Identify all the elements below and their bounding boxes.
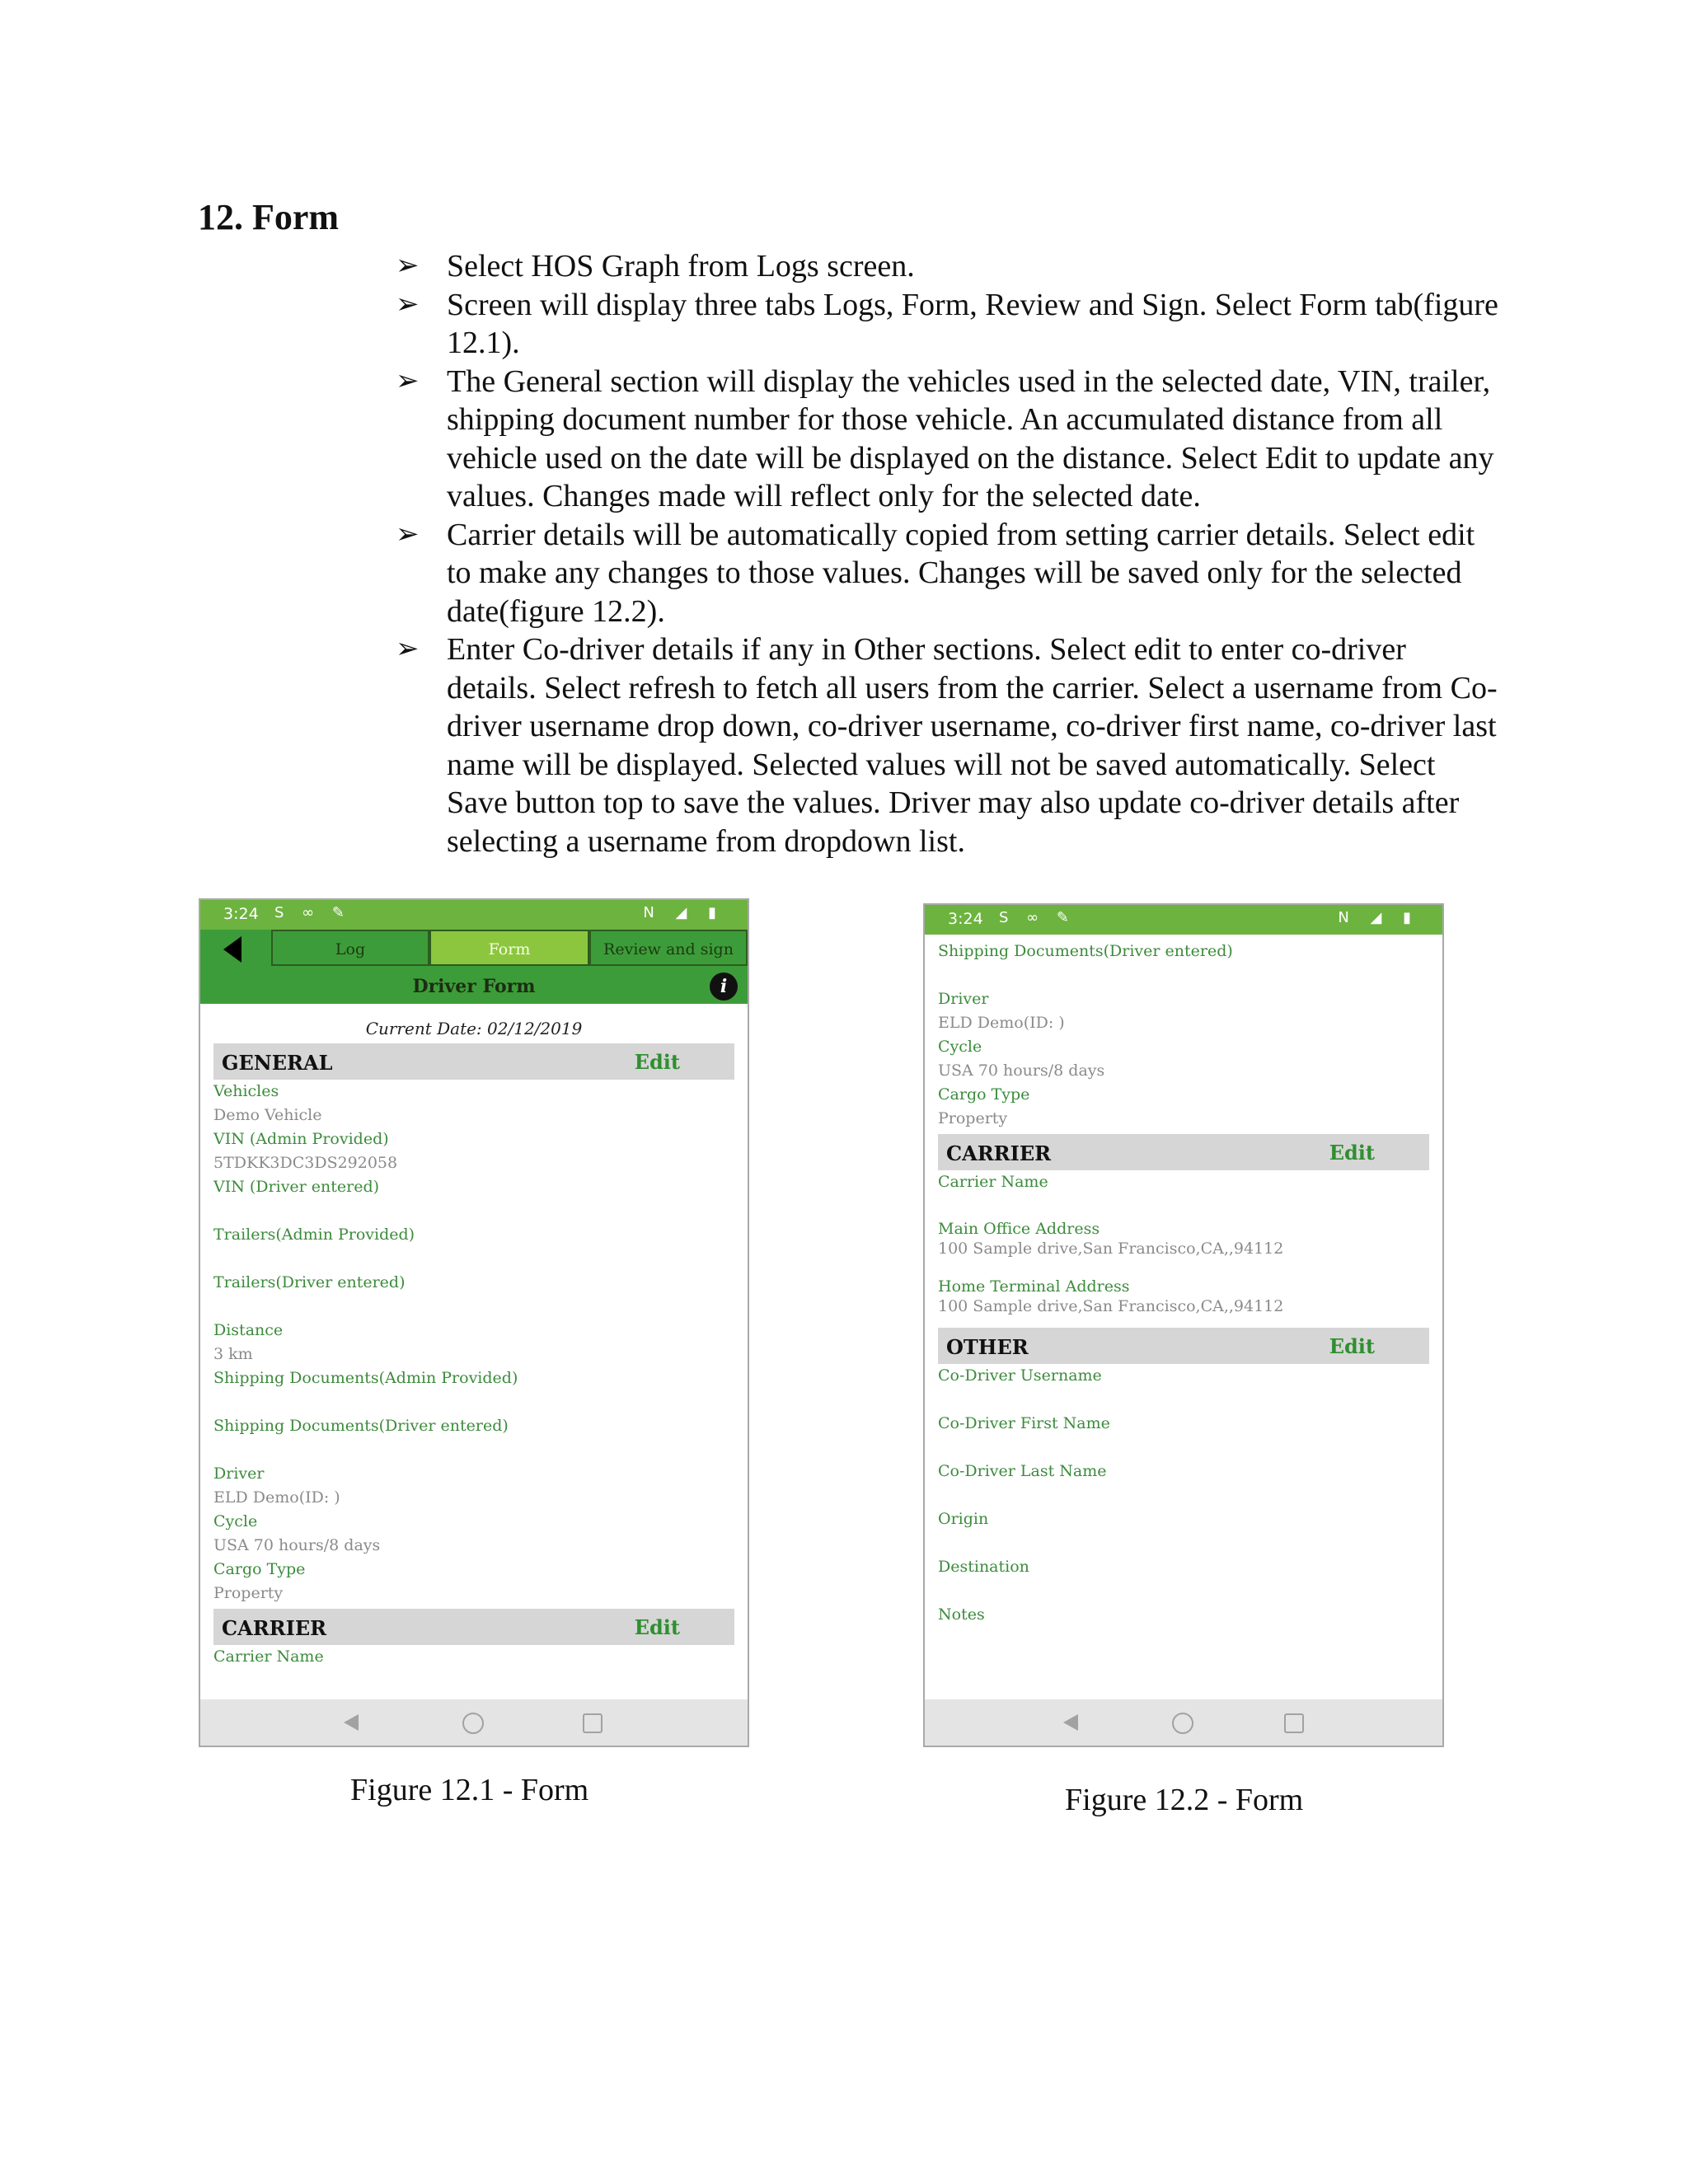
carrier-name-label: Carrier Name [213,1647,324,1666]
other-section-title: OTHER [946,1335,1029,1359]
driver-label: Driver [938,990,989,1008]
cargo-type-value: Property [938,1109,1008,1127]
instruction-item [396,630,1500,860]
status-bar [925,905,1442,935]
cargo-type-value: Property [213,1584,284,1602]
tab-log[interactable]: Log [271,930,429,966]
tab-review-and-sign[interactable]: Review and sign [589,930,748,966]
nav-back-icon[interactable] [344,1714,359,1731]
nav-home-icon[interactable] [1172,1713,1193,1734]
distance-label: Distance [213,1321,284,1339]
status-signal-battery-icons: N ◢ ▮ [1338,909,1419,926]
instruction-item [396,363,1500,516]
screen-title-bar [200,969,748,1004]
vehicles-label: Vehicles [213,1082,279,1100]
instruction-item [396,286,1500,363]
status-notification-icons: S ∞ ✎ [999,909,1076,926]
driver-value: ELD Demo(ID: ) [213,1488,340,1507]
instruction-text: Enter Co-driver details if any in Other sections. Select edit to enter co-driver details. Select refresh to fetch all users from the carrier. Select a username from Co-driver username drop down, co-driver username, co-driver first name, co-driver last name will be displayed. Selected values will not be saved automatically. Select Save button top to save the values. Driver may also update co-driver details after selecting a username from dropdown list. [447,632,1498,859]
arrow-bullet-icon: ➢ [396,634,420,664]
arrow-bullet-icon: ➢ [396,518,420,550]
cycle-value: USA 70 hours/8 days [938,1062,1105,1080]
instruction-text: Select HOS Graph from Logs screen. [447,249,915,284]
other-edit-button[interactable]: Edit [1329,1334,1375,1358]
nav-home-icon[interactable] [462,1713,484,1734]
shipping-driver-label[interactable]: Shipping Documents(Driver entered) [213,1417,509,1435]
shipping-driver-label[interactable]: Shipping Documents(Driver entered) [938,942,1233,960]
cargo-type-label: Cargo Type [213,1560,306,1578]
status-notification-icons: S ∞ ✎ [274,904,351,921]
carrier-section-title: CARRIER [946,1141,1052,1165]
tab-form[interactable]: Form [429,930,589,966]
trailers-driver-label[interactable]: Trailers(Driver entered) [213,1273,406,1291]
general-section-title: GENERAL [222,1051,333,1075]
tab-row [200,930,748,969]
codriver-first-name-label: Co-Driver First Name [938,1414,1110,1432]
distance-value: 3 km [213,1345,253,1363]
android-nav-bar [200,1699,748,1746]
general-section-header [213,1043,734,1080]
nav-recents-icon[interactable] [1284,1713,1304,1733]
other-section-header [938,1328,1429,1364]
status-time: 3:24 [223,905,259,923]
arrow-bullet-icon: ➢ [396,288,420,320]
carrier-name-label: Carrier Name [938,1173,1048,1191]
android-nav-bar [925,1699,1442,1746]
home-terminal-value: 100 Sample drive,San Francisco,CA,,94112 [938,1297,1284,1315]
instruction-text: Carrier details will be automatically copied from setting carrier details. Select edit to make any changes to those values. Changes will be saved only for the selected date(figure 12.2). [447,517,1475,629]
cycle-value: USA 70 hours/8 days [213,1536,381,1554]
status-bar [200,900,748,930]
instruction-text: The General section will display the vehicles used in the selected date, VIN, trailer, shipping document number for those vehicle. An accumulated distance from all vehicle used on the date will be displayed on the distance. Select Edit to update any values. Changes made will reflect only for the selected date. [447,363,1494,513]
main-office-value: 100 Sample drive,San Francisco,CA,,94112 [938,1240,1284,1258]
info-icon[interactable]: i [710,972,738,1001]
carrier-section-title: CARRIER [222,1616,327,1640]
figure-12-2-caption: Figure 12.2 - Form [1065,1783,1304,1817]
instruction-item [396,516,1500,631]
instruction-list [396,247,1500,860]
vin-driver-label[interactable]: VIN (Driver entered) [213,1178,380,1196]
driver-value: ELD Demo(ID: ) [938,1014,1065,1032]
current-date: Current Date: 02/12/2019 [365,1019,583,1038]
back-arrow-icon[interactable] [223,936,241,963]
arrow-bullet-icon: ➢ [396,365,420,396]
nav-back-icon[interactable] [1063,1714,1078,1731]
cargo-type-label: Cargo Type [938,1085,1030,1104]
nav-recents-icon[interactable] [583,1713,603,1733]
instruction-text: Screen will display three tabs Logs, Form, Review and Sign. Select Form tab(figure 12.1). [447,287,1498,360]
carrier-section-header [938,1134,1429,1170]
vin-admin-label: VIN (Admin Provided) [213,1130,389,1148]
figure-12-2-screenshot [923,903,1444,1747]
figure-12-1-caption: Figure 12.1 - Form [350,1773,589,1807]
carrier-edit-button[interactable]: Edit [634,1615,680,1639]
carrier-edit-button[interactable]: Edit [1329,1141,1375,1165]
screen-title: Driver Form [412,976,536,997]
main-office-label: Main Office Address [938,1220,1100,1238]
section-heading: 12. Form [198,197,340,237]
vehicles-value: Demo Vehicle [213,1106,322,1124]
instruction-item [396,247,1500,286]
notes-label: Notes [938,1605,985,1624]
destination-label: Destination [938,1558,1029,1576]
trailers-admin-label: Trailers(Admin Provided) [213,1226,415,1244]
origin-label: Origin [938,1510,989,1528]
status-time: 3:24 [948,910,983,928]
general-edit-button[interactable]: Edit [634,1050,680,1074]
arrow-bullet-icon: ➢ [396,251,420,281]
codriver-username-label[interactable]: Co-Driver Username [938,1366,1102,1385]
shipping-admin-label: Shipping Documents(Admin Provided) [213,1369,518,1387]
home-terminal-label: Home Terminal Address [938,1277,1130,1296]
figure-12-1-screenshot [199,898,749,1747]
carrier-section-header [213,1609,734,1645]
codriver-last-name-label: Co-Driver Last Name [938,1462,1107,1480]
status-signal-battery-icons: N ◢ ▮ [643,904,724,921]
driver-label: Driver [213,1465,265,1483]
cycle-label: Cycle [213,1512,258,1530]
vin-admin-value: 5TDKK3DC3DS292058 [213,1154,398,1172]
cycle-label: Cycle [938,1038,982,1056]
